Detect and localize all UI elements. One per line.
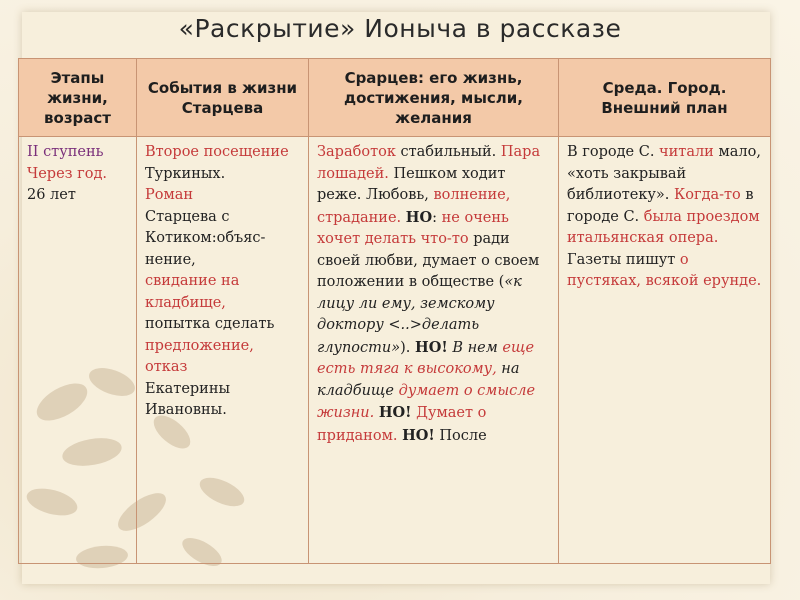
environment-text: читали xyxy=(659,144,714,160)
event-text: Старцева с Котиком:объяс-нение, xyxy=(145,208,266,268)
startsev-text: Заработок xyxy=(317,144,396,160)
startsev-text: стабильный. xyxy=(400,144,497,160)
startsev-quote: «к лицу ли ему, земскому доктору <..>делать глупости» xyxy=(317,274,522,356)
event-text: попытка сделать xyxy=(145,316,275,332)
event-text: Екатерины Ивановны. xyxy=(145,380,231,418)
story-table xyxy=(18,58,771,564)
startsev-text: на кладбище xyxy=(317,361,520,399)
cell-startsev xyxy=(309,137,559,564)
cell-events xyxy=(137,137,309,564)
event-text: Второе посещение xyxy=(145,144,289,160)
startsev-text: НО! xyxy=(402,426,435,444)
startsev-text: Любовь, xyxy=(366,187,429,203)
table-row xyxy=(19,137,771,564)
startsev-text: Думает о приданом. xyxy=(317,405,487,444)
startsev-text: думает о смысле жизни. xyxy=(317,382,536,421)
header-startsev: Срарцев: его жизнь, достижения, мысли, желания xyxy=(309,59,559,137)
startsev-text: В нем xyxy=(452,339,498,356)
table-header-row xyxy=(19,59,771,137)
event-text: Роман xyxy=(145,187,194,203)
startsev-text: еще есть тяга к высокому, xyxy=(317,339,535,377)
event-text: Туркиных. xyxy=(145,165,226,182)
startsev-text: Пара лошадей. xyxy=(317,144,541,182)
startsev-text: После xyxy=(439,427,487,444)
cell-stage xyxy=(19,137,137,564)
stage-age: 26 лет xyxy=(27,187,76,203)
environment-text: была проездом итальянская опера. xyxy=(567,208,760,246)
header-events: События в жизни Старцева xyxy=(137,59,309,137)
environment-text: в городе С. xyxy=(567,187,754,225)
startsev-text: Пешком ходит реже. xyxy=(317,165,506,203)
page-title: «Раскрытие» Ионыча в рассказе xyxy=(178,14,622,43)
event-text: отказ xyxy=(145,359,188,375)
environment-text: о пустяках, всякой ерунде. xyxy=(567,251,762,289)
event-text: свидание на кладбище, xyxy=(145,273,240,311)
environment-text: мало, «хоть закрывай библиотеку». xyxy=(567,144,761,203)
header-environment: Среда. Город. Внешний план xyxy=(559,59,771,137)
startsev-text: ). xyxy=(400,339,411,356)
startsev-text: не очень хочет делать что-то xyxy=(317,209,509,247)
cell-environment xyxy=(559,137,771,564)
startsev-text: : xyxy=(432,209,438,226)
stage-time: Через год. xyxy=(27,165,108,182)
startsev-text: НО! xyxy=(415,338,448,356)
startsev-text: НО! xyxy=(378,404,412,421)
environment-text: Газеты пишут xyxy=(567,251,676,268)
environment-text: В городе С. xyxy=(567,144,655,160)
environment-text: Когда-то xyxy=(674,187,741,203)
header-stages: Этапы жизни, возраст xyxy=(19,59,137,137)
stage-label: II ступень xyxy=(27,144,104,160)
startsev-text: НО xyxy=(405,208,433,226)
startsev-text: волнение, страдание. xyxy=(317,187,511,226)
event-text: предложение, xyxy=(145,337,254,354)
startsev-text: ради своей любви, думает о своем положении в обществе ( xyxy=(317,231,540,290)
